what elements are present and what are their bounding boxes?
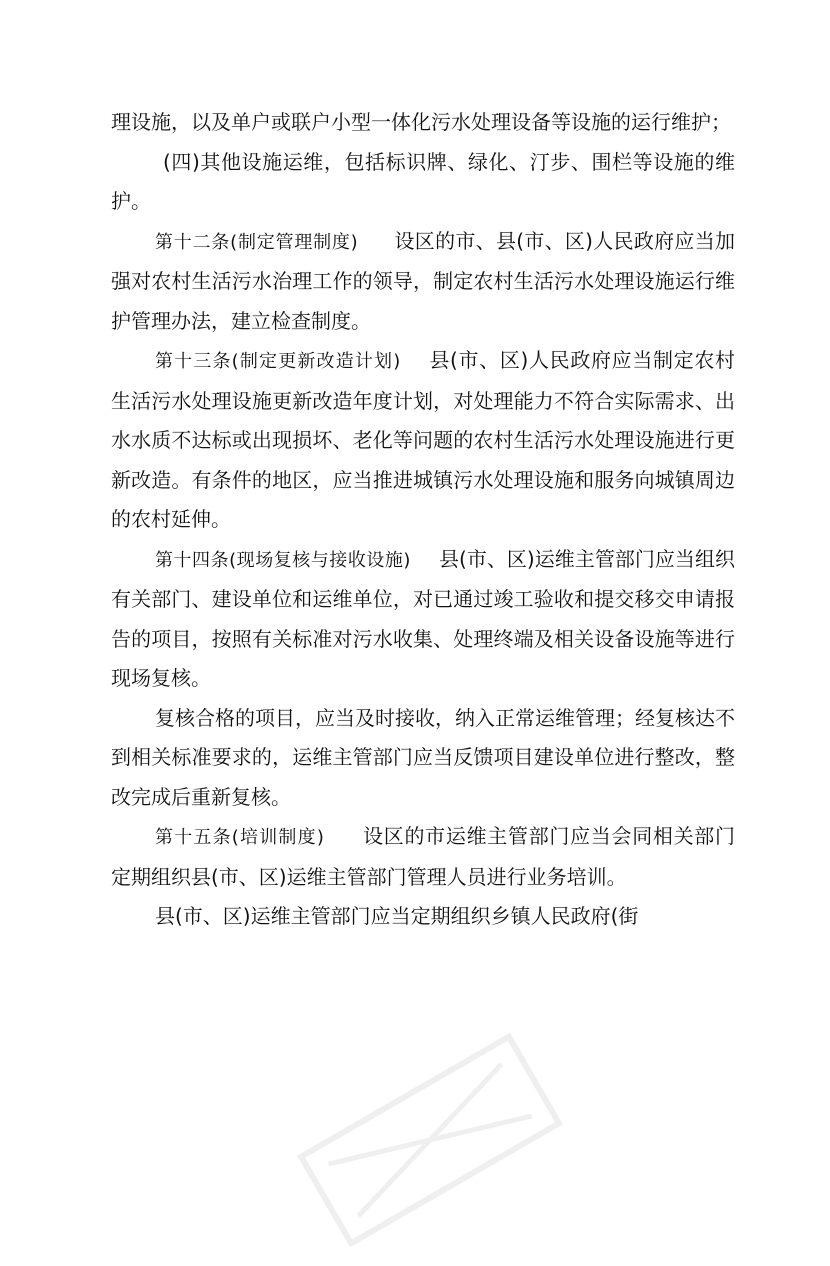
paragraph-8 xyxy=(111,897,735,937)
article-12 xyxy=(111,222,735,342)
paragraph-text: 设区的市、县(市、区)人民政府应当加强对农村生活污水治理工作的领导，制定农村生活污水处理设施运行维护管理办法，建立检查制度。 xyxy=(111,228,736,333)
paragraph-1 xyxy=(111,103,735,143)
article-heading: 第十四条(现场复核与接收设施) xyxy=(155,549,411,571)
paragraph-text: 县(市、区)运维主管部门应当组织有关部门、建设单位和运维单位，对已通过竣工验收和提交移交申请报告的项目，按照有关标准对污水收集、处理终端及相关设备设施等进行现场复核。 xyxy=(111,546,735,690)
paragraph-text: (四)其他设施运维，包括标识牌、绿化、汀步、围栏等设施的维护。 xyxy=(111,149,735,213)
paragraph-text: 县(市、区)人民政府应当制定农村生活污水处理设施更新改造年度计划，对处理能力不符合实际需求、出水水质不达标或出现损坏、老化等问题的农村生活污水处理设施进行更新改造。有条件的地区，应当推进城镇污水处理设施和服务向城镇周边的农村延伸。 xyxy=(111,348,735,531)
paragraph-text: 理设施，以及单户或联户小型一体化污水处理设备等设施的运行维护； xyxy=(111,110,731,134)
article-15 xyxy=(111,817,735,897)
paragraph-2 xyxy=(111,143,735,222)
paragraph-text: 复核合格的项目，应当及时接收，纳入正常运维管理；经复核达不到相关标准要求的，运维主管部门应当反馈项目建设单位进行整改，整改完成后重新复核。 xyxy=(111,705,735,809)
article-heading: 第十三条(制定更新改造计划) xyxy=(155,351,401,372)
watermark-graphic xyxy=(282,1014,577,1265)
paragraph-text: 设区的市运维主管部门应当会同相关部门定期组织县(市、区)运维主管部门管理人员进行业务培训。 xyxy=(111,824,736,889)
article-13 xyxy=(111,341,735,540)
paragraph-text: 县(市、区)运维主管部门应当定期组织乡镇人民政府(街 xyxy=(155,904,639,928)
article-heading: 第十二条(制定管理制度) xyxy=(155,231,359,253)
article-14 xyxy=(111,540,735,699)
paragraph-6 xyxy=(111,699,735,818)
document-body xyxy=(111,103,735,937)
article-heading: 第十五条(培训制度) xyxy=(155,827,325,848)
